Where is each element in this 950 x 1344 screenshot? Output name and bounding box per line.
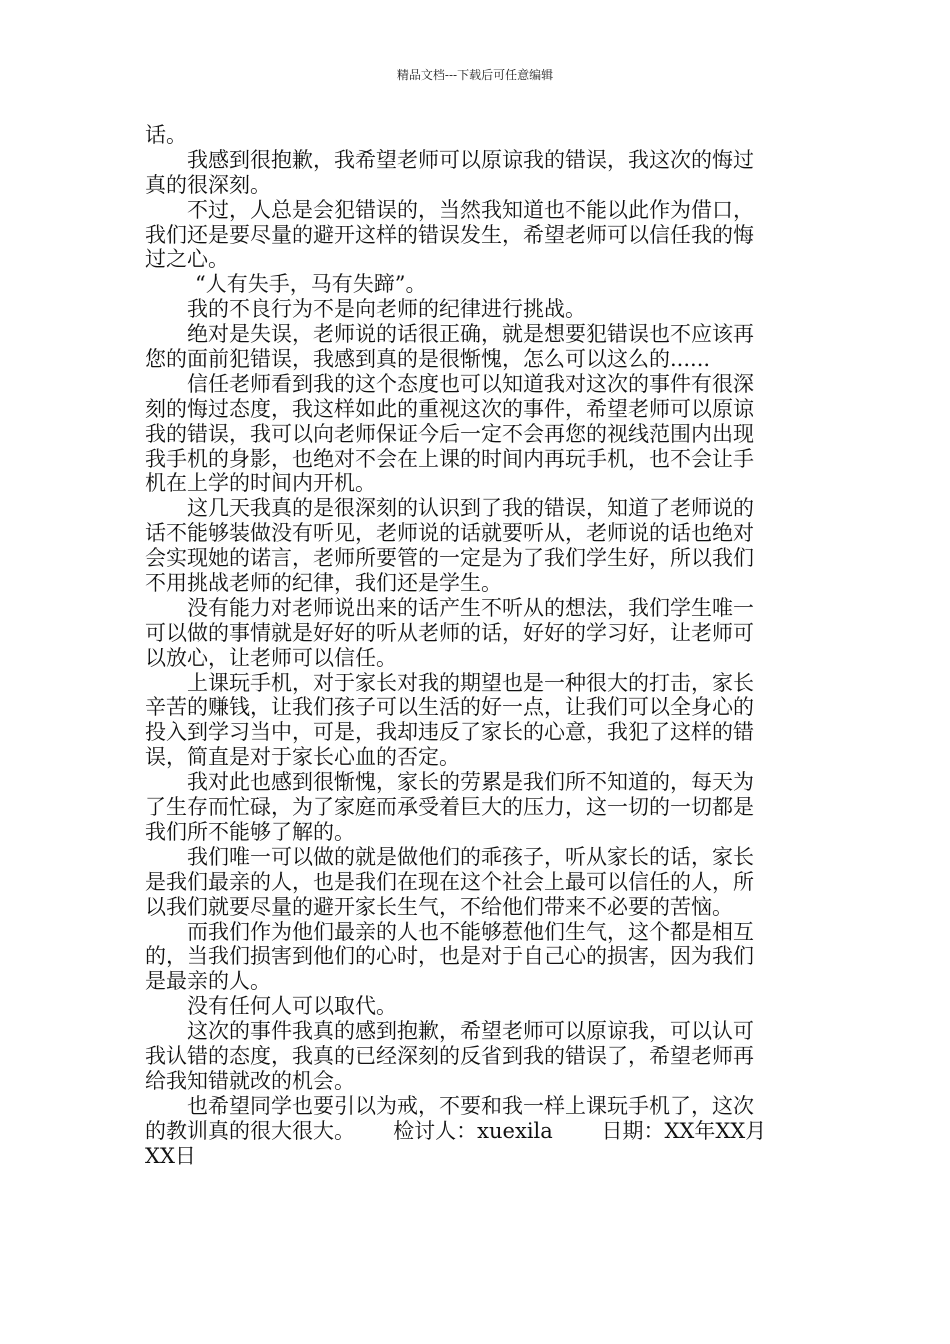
paragraph (145, 596, 810, 671)
document-body (145, 123, 810, 1168)
paragraph (145, 198, 810, 273)
text-line: 的，当我们损害到他们的心时，也是对于自己心的损害，因为我们 (145, 944, 754, 969)
text-line: 我们还是要尽量的避开这样的错误发生，希望老师可以信任我的悔 (145, 222, 754, 247)
text-line: 我的不良行为不是向老师的纪律进行挑战。 (187, 297, 586, 322)
text-line: 我们所不能够了解的。 (145, 819, 355, 844)
paragraph (145, 372, 810, 496)
text-line: 我感到很抱歉，我希望老师可以原谅我的错误，我这次的悔过 (187, 147, 754, 172)
text-line: 这几天我真的是很深刻的认识到了我的错误，知道了老师说的 (187, 496, 754, 521)
text-line: 我手机的身影，也绝对不会在上课的时间内再玩手机，也不会让手 (145, 446, 754, 471)
text-line: 辛苦的赚钱，让我们孩子可以生活的好一点，让我们可以全身心的 (145, 695, 754, 720)
text-line: 话不能够装做没有听见，老师说的话就要听从，老师说的话也绝对 (145, 521, 754, 546)
text-line: 这次的事件我真的感到抱歉，希望老师可以原谅我，可以认可 (187, 1019, 754, 1044)
page-header: 精品文档---下载后可任意编辑 (396, 68, 554, 82)
paragraph (145, 322, 810, 372)
text-line: 我认错的态度，我真的已经深刻的反省到我的错误了，希望老师再 (145, 1043, 754, 1068)
text-line: 以放心，让老师可以信任。 (145, 645, 397, 670)
paragraph (145, 671, 810, 771)
text-line: 投入到学习当中，可是，我却违反了家长的心意，我犯了这样的错 (145, 720, 754, 745)
paragraph (145, 1019, 810, 1094)
text-line: 可以做的事情就是好好的听从老师的话，好好的学习好，让老师可 (145, 620, 754, 645)
paragraph (145, 496, 810, 596)
text-line: 没有任何人可以取代。 (187, 994, 397, 1019)
text-line: 刻的悔过态度，我这样如此的重视这次的事件，希望老师可以原谅 (145, 396, 754, 421)
text-line: 的教训真的很大很大。 检讨人：xuexila 日期：XX年XX月 (145, 1118, 767, 1143)
text-line: 您的面前犯错误，我感到真的是很惭愧，怎么可以这么的...... (145, 347, 711, 372)
text-line: 是最亲的人。 (145, 969, 271, 994)
text-line: 过之心。 (145, 247, 229, 272)
paragraph (145, 272, 810, 297)
text-line: 话。 (145, 123, 187, 147)
text-line: “人有失手，马有失蹄”。 (195, 272, 427, 297)
text-line: 了生存而忙碌，为了家庭而承受着巨大的压力，这一切的一切都是 (145, 795, 754, 820)
text-line: 上课玩手机，对于家长对我的期望也是一种很大的打击，家长 (187, 670, 754, 695)
text-line: 不过，人总是会犯错误的，当然我知道也不能以此作为借口， (187, 197, 754, 222)
paragraph (145, 994, 810, 1019)
text-line: 机在上学的时间内开机。 (145, 471, 376, 496)
text-line: 真的很深刻。 (145, 172, 271, 197)
paragraph (145, 297, 810, 322)
paragraph (145, 770, 810, 845)
paragraph (145, 1094, 810, 1169)
text-line: 没有能力对老师说出来的话产生不听从的想法，我们学生唯一 (187, 595, 754, 620)
text-line: 而我们作为他们最亲的人也不能够惹他们生气，这个都是相互 (187, 919, 754, 944)
paragraph (145, 148, 810, 198)
paragraph (145, 920, 810, 995)
text-line: 信任老师看到我的这个态度也可以知道我对这次的事件有很深 (187, 371, 754, 396)
text-line: 会实现她的诺言，老师所要管的一定是为了我们学生好，所以我们 (145, 546, 754, 571)
text-line: 误，简直是对于家长心血的否定。 (145, 745, 460, 770)
text-line: 不用挑战老师的纪律，我们还是学生。 (145, 571, 502, 596)
paragraph (145, 123, 810, 148)
text-line: 也希望同学也要引以为戒，不要和我一样上课玩手机了，这次 (187, 1093, 754, 1118)
text-line: 是我们最亲的人，也是我们在现在这个社会上最可以信任的人，所 (145, 869, 754, 894)
text-line: XX日 (145, 1143, 196, 1168)
text-line: 我的错误，我可以向老师保证今后一定不会再您的视线范围内出现 (145, 421, 754, 446)
text-line: 绝对是失误，老师说的话很正确，就是想要犯错误也不应该再 (187, 322, 754, 347)
paragraph (145, 845, 810, 920)
text-line: 给我知错就改的机会。 (145, 1068, 355, 1093)
text-line: 我们唯一可以做的就是做他们的乖孩子，听从家长的话，家长 (187, 844, 754, 869)
text-line: 我对此也感到很惭愧，家长的劳累是我们所不知道的，每天为 (187, 770, 754, 795)
text-line: 以我们就要尽量的避开家长生气，不给他们带来不必要的苦恼。 (145, 894, 733, 919)
